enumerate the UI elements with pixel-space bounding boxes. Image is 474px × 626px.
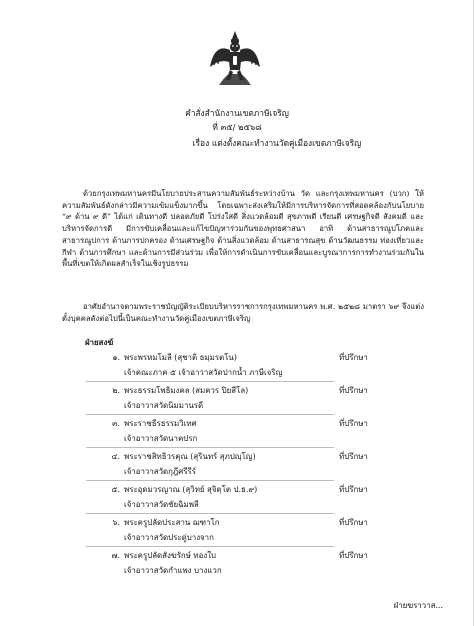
member-role: ที่ปรึกษา <box>339 353 368 362</box>
member-number: ๒. <box>112 386 120 395</box>
member-name-text: พระอุดมวรญาณ (สุวิทย์ สุจิตฺโต ป.ธ.๙) <box>124 485 258 494</box>
member-name <box>92 517 220 529</box>
order-number: ที่ ๓๕/ ๒๕๖๘ <box>212 122 262 132</box>
member-name <box>92 352 237 364</box>
garuda-emblem-icon <box>209 30 261 86</box>
divider <box>86 381 334 382</box>
body-paragraph-1: ด้วยกรุงเทพมหานครมีนโยบายประสานความสัมพันธ์ระหว่างบ้าน วัด และกรุงเทพมหานคร (บวก) ให้ความสัมพันธ์ดังกล่าวมีความเข้มแข็งมากขึ้น โดยเฉพาะส่งเสริมให้มีการบริหารจัดการที่สอดคล้องกับนโยบาย “๙ ด้าน ๙ ดี” ได้แก่ เดินทางดี ปลอดภัยดี โปร่งใสดี สิ่งแวดล้อมดี สุขภาพดี เรียนดี เศรษฐกิจดี สังคมดี และบริหารจัดการดี มีการขับเคลื่อนและแก้ไขปัญหาร่วมกันของพุทธศาสนา อาทิ ด้านสาธารณูปโภคและสาธารณูปการ ด้านการปกครอง ด้านเศรษฐกิจ ด้านสิ่งแวดล้อม ด้านสาธารณสุข ด้านวัฒนธรรม ท่องเที่ยวและกีฬา ด้านการศึกษา และด้านการมีส่วนร่วม เพื่อให้การดำเนินการขับเคลื่อนและบูรณาการการทำงานร่วมกันในพื้นที่เขตให้เกิดผลสำเร็จในเชิงรูปธรรม <box>62 189 424 269</box>
member-role: ที่ปรึกษา <box>339 452 368 461</box>
member-position: เจ้าอาวาสวัดกำแพง บางแวก <box>124 566 222 575</box>
continued-footer: ฝ่ายฆราวาส... <box>393 601 443 610</box>
divider <box>86 447 334 448</box>
member-number: ๗. <box>111 551 120 560</box>
member-name-text: พระครูปลัดประสาน ฌฑาโก <box>124 518 220 527</box>
member-number: ๕. <box>111 485 120 494</box>
member-name <box>92 418 197 430</box>
member-name-text: พระราชธีรธรรมวิเทศ <box>124 419 197 428</box>
section-title: ฝ่ายสงฆ์ <box>85 338 114 347</box>
member-name <box>92 550 216 562</box>
document-title: คำสั่งสำนักงานเขตภาษีเจริญ <box>185 108 289 118</box>
member-name <box>92 385 248 397</box>
member-name <box>92 484 257 496</box>
member-position: เจ้าอาวาสวัดชัยฉิมพลี <box>124 500 199 509</box>
member-role: ที่ปรึกษา <box>339 419 368 428</box>
member-number: ๓. <box>112 419 120 428</box>
member-number: ๖. <box>112 518 120 527</box>
body-paragraph-2: อาศัยอำนาจตามพระราชบัญญัติระเบียบบริหารราชการกรุงเทพมหานคร พ.ศ. ๒๕๒๘ มาตรา ๖๙ จึงแต่งตั้งบุคคลดังต่อไปนี้เป็นคณะทำงานวัดคู่เมืองเขตภาษีเจริญ <box>62 302 424 323</box>
member-position: เจ้าอาวาสวัดกุฎีศรีรีร์ <box>124 467 196 476</box>
member-position: เจ้าอาวาสวัดนาคปรก <box>124 434 198 443</box>
member-role: ที่ปรึกษา <box>339 551 368 560</box>
member-name-text: พระธรรมโพธิมงคล (สมควร ปิยสีโล) <box>124 386 249 395</box>
divider <box>86 414 334 415</box>
member-position: เจ้าคณะภาค ๕ เจ้าอาวาสวัดปากน้ำ ภาษีเจริญ <box>124 368 283 377</box>
member-name-text: พระครูปลัดสังฆรักษ์ ทองใบ <box>124 551 217 560</box>
member-role: ที่ปรึกษา <box>339 386 368 395</box>
member-position: เจ้าอาวาสวัดนิมมานรดี <box>124 401 204 410</box>
member-role: ที่ปรึกษา <box>339 485 368 494</box>
divider <box>86 546 334 547</box>
divider <box>86 480 334 481</box>
subject-line: เรื่อง แต่งตั้งคณะทำงานวัดคู่เมืองเขตภาษีเจริญ <box>192 138 362 148</box>
member-name <box>92 451 256 463</box>
member-name-text: พระราชสิทธิวรคุณ (สุรินทร์ สุภปญฺโญ) <box>124 452 256 461</box>
member-number: ๔. <box>111 452 120 461</box>
member-role: ที่ปรึกษา <box>339 518 368 527</box>
divider <box>86 513 334 514</box>
member-name-text: พระพรหมโมลี (สุชาติ ธมฺมรตโน) <box>124 353 237 362</box>
member-number: ๑. <box>112 353 120 362</box>
member-position: เจ้าอาวาสวัดประดู่บางจาก <box>124 533 214 542</box>
